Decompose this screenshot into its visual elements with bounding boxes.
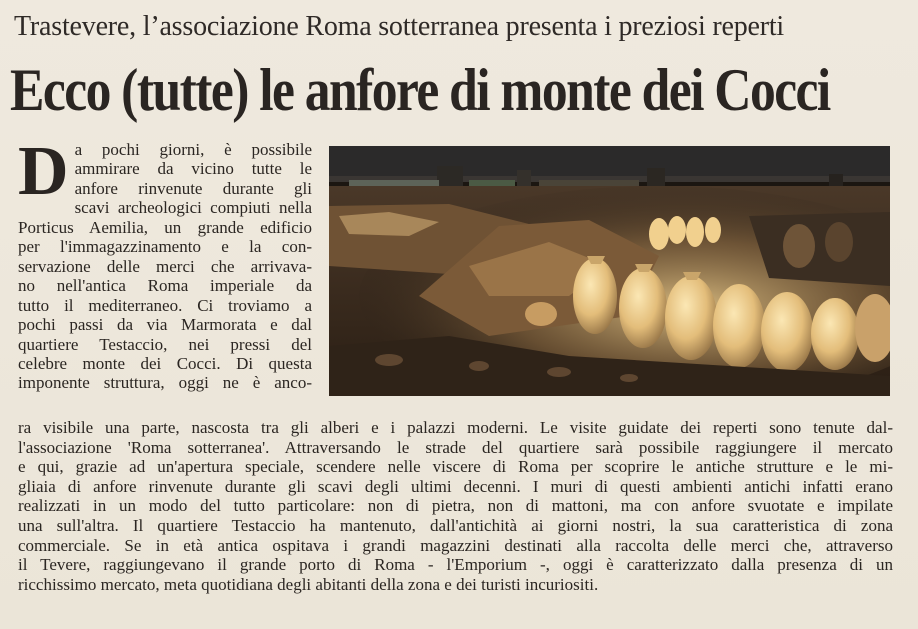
body-line: commerciale. Se in età antica ospitava i grandi magazzini destinati alla raccolta delle merci che, attraverso <box>18 535 893 555</box>
article-kicker: Trastevere, l’associazione Roma sotterranea presenta i preziosi reperti <box>14 11 785 42</box>
body-line: quartiere Testaccio, nei pressi del <box>18 334 312 354</box>
article-body-full <box>18 418 893 594</box>
body-line: servazione delle merci che arrivava- <box>18 256 312 276</box>
body-line: gliaia di anfore rinvenute durante gli scavi degli ultimi decenni. I muri di questi ambienti antichi infatti erano <box>18 476 893 496</box>
body-line: no nell'antica Roma imperiale da <box>18 276 312 296</box>
body-line: e qui, grazie ad un'apertura speciale, scendere nelle viscere di Roma per scoprire le antiche strutture e le mi- <box>18 457 893 477</box>
body-line: celebre monte dei Cocci. Di questa <box>18 353 312 373</box>
body-line: imponente struttura, oggi ne è anco- <box>18 373 312 393</box>
drop-cap: D <box>18 133 69 210</box>
article-headline: Ecco (tutte) le anfore di monte dei Cocci <box>10 57 830 123</box>
body-line: ra visibile una parte, nascosta tra gli alberi e i palazzi moderni. Le visite guidate dei reperti sono tenute dal- <box>18 418 893 437</box>
article-body-column <box>18 133 312 393</box>
body-line: a pochi giorni, è possibile <box>74 140 312 159</box>
body-line: realizzati in un modo del tutto particolare: non di pietra, non di mattoni, ma con anfore svuotate e impilate <box>18 496 893 516</box>
body-line: una sull'altra. Il quartiere Testaccio ha mantenuto, dall'antichità ai giorni nostri, la sua caratteristica di zona <box>18 515 893 535</box>
body-line: ricchissimo mercato, meta quotidiana degli abitanti della zona e dei turisti incuriositi. <box>18 574 599 594</box>
body-line: scavi archeologici compiuti nella <box>74 198 312 218</box>
body-line: tutto il mediterraneo. Ci troviamo a <box>18 295 312 315</box>
body-line: per l'immagazzinamento e la con- <box>18 237 312 257</box>
excavation-photo <box>329 146 890 396</box>
body-line: pochi passi da via Marmorata e dal <box>18 315 312 335</box>
body-line: anfore rinvenute durante gli <box>74 178 312 198</box>
body-line: l'associazione 'Roma sotterranea'. Attraversando le strade del quartiere sarà possibile raggiungere il mercato <box>18 437 893 457</box>
amphorae-image <box>329 146 890 396</box>
body-line: il Tevere, raggiungevano il grande porto di Roma - l'Emporium -, oggi è caratterizzato dalla presenza di un <box>18 555 893 575</box>
body-line: ammirare da vicino tutte le <box>74 159 312 179</box>
body-line: Porticus Aemilia, un grande edificio <box>18 217 312 237</box>
